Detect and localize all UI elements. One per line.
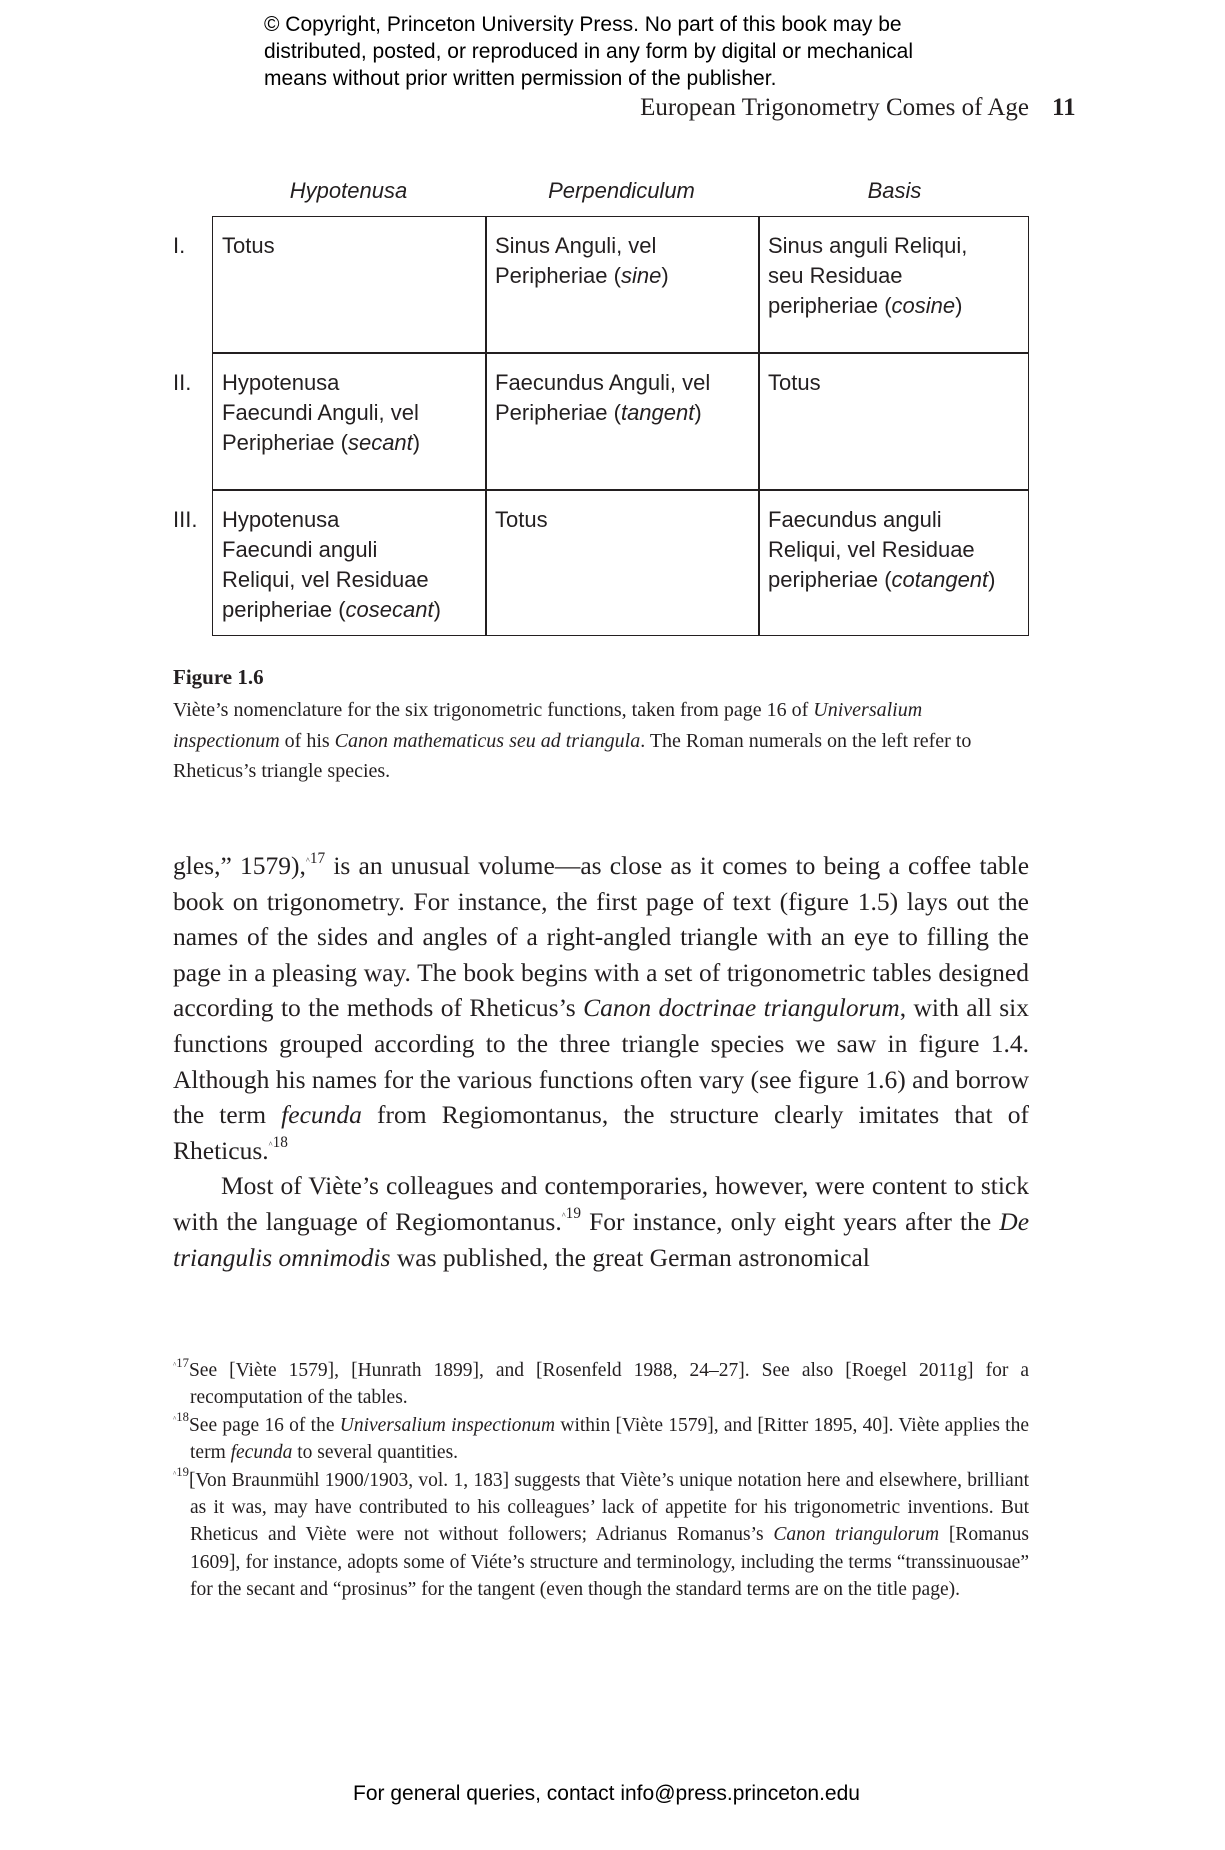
text-run: See page 16 of the — [188, 1414, 340, 1436]
text-run: gles,” 1579), — [173, 851, 306, 880]
text-run: Hypotenusa — [222, 370, 340, 395]
text-run: ) — [433, 597, 441, 622]
text-run: within [Viète 1579], and [Ritter 1895, 40]. Viète applies the term — [190, 1414, 1029, 1464]
text-run: ) — [955, 293, 963, 318]
table-divider — [213, 352, 1028, 354]
row-numeral: I. — [173, 233, 186, 258]
copyright-notice — [264, 11, 913, 92]
table-divider — [758, 217, 760, 635]
italic-text: cosecant — [345, 597, 434, 622]
text-run: Faecundi anguli — [222, 537, 378, 562]
text-run: . The Roman numerals on the left refer to Rheticus’s triangle species. — [173, 729, 972, 782]
italic-text: De triangulis omnimodis — [173, 1206, 1030, 1272]
text-run: [Von Braunmühl 1900/1903, vol. 1, 183] suggests that Viète’s unique notation here and elsewhere, brilliant as it was, may have contributed to his colleagues’ lack of appetite for his trigonometric inventions. But Rheticus and Viète were not without followers; Adrianus Romanus’s — [188, 1469, 1029, 1546]
footnote-marker: ^19 — [173, 1465, 189, 1480]
text-run: Faecundus anguli — [768, 507, 942, 532]
running-head: European Trigonometry Comes of Age — [640, 94, 1029, 121]
text-run: Peripheriae ( — [495, 263, 621, 288]
figure-caption — [173, 695, 1003, 787]
footnote-marker: ^17 — [305, 849, 326, 867]
text-run: Peripheriae ( — [222, 430, 348, 455]
text-run: , with all six functions grouped according to the three triangle species we saw in figure 1.4. Although his names for the various functions often vary (see figure 1.6) and borrow the term — [173, 993, 1029, 1130]
table-cell — [768, 505, 1028, 595]
text-run: from Regiomontanus, the structure clearly imitates that of Rheticus. — [173, 1100, 1029, 1165]
table-cell — [222, 505, 482, 625]
table-cell — [495, 368, 755, 428]
text-run: to several quantities. — [292, 1442, 459, 1464]
table-divider — [213, 489, 1028, 491]
italic-text: tangent — [620, 400, 695, 425]
text-run: ) — [661, 263, 669, 288]
paragraph — [173, 848, 1029, 1168]
text-run: Most of Viète’s colleagues and contemporaries, however, were content to stick with the language of Regiomontanus. — [173, 1171, 1029, 1236]
figure-title: Figure 1.6 — [173, 665, 264, 689]
italic-text: Canon doctrinae triangulorum — [583, 993, 900, 1023]
table-cell — [768, 231, 1028, 321]
footnote — [173, 1357, 1029, 1412]
text-run: Totus — [768, 370, 821, 395]
italic-text: fecunda — [281, 1100, 362, 1130]
italic-text: Universalium inspectionum — [339, 1414, 556, 1436]
footer-contact: For general queries, contact info@press.princeton.edu — [353, 1782, 860, 1805]
text-run: Hypotenusa — [222, 507, 340, 532]
text-run: peripheriae ( — [222, 597, 346, 622]
table-cell — [768, 368, 1028, 398]
text-run: ) — [412, 430, 421, 455]
table-cell — [222, 231, 482, 261]
text-run: peripheriae ( — [768, 567, 892, 592]
italic-text: Canon mathematicus seu ad triangula — [334, 729, 641, 752]
column-header-perpendiculum: Perpendiculum — [548, 178, 695, 203]
column-header-basis: Basis — [867, 178, 922, 203]
footnote-marker: ^18 — [173, 1410, 189, 1425]
italic-text: Universalium inspectionum — [173, 699, 923, 752]
text-run: ) — [694, 400, 702, 425]
text-run: Sinus Anguli, vel — [495, 233, 657, 258]
footnote — [173, 1467, 1029, 1604]
text-run: Reliqui, vel Residuae — [768, 537, 975, 562]
text-run: For instance, only eight years after the — [580, 1206, 1000, 1236]
text-run: is an unusual volume—as close as it comes to being a coffee table book on trigonometry. For instance, the first page of text (figure 1.5) lays out the names of the sides and angles of a right-angled triangle with an eye to filling the page in a pleasing way. The book begins with a set of trigonometric tables designed according to the methods of Rheticus’s — [173, 851, 1030, 1023]
copyright-line: means without prior written permission of the publisher. — [264, 67, 777, 90]
footnote-marker: ^19 — [561, 1205, 581, 1223]
text-run: Peripheriae ( — [495, 400, 621, 425]
footnote-marker: ^18 — [268, 1134, 288, 1152]
column-header-hypotenusa: Hypotenusa — [289, 178, 408, 203]
text-run: ) — [988, 567, 996, 592]
page-number: 11 — [1052, 94, 1076, 121]
copyright-line: © Copyright, Princeton University Press. No part of this book may be — [264, 13, 902, 36]
text-run: seu Residuae — [768, 263, 903, 288]
table-divider — [485, 217, 487, 635]
text-run: Sinus anguli Reliqui, — [768, 233, 968, 258]
italic-text: Canon triangulorum — [773, 1524, 940, 1546]
text-run: of his — [279, 729, 335, 752]
text-run: Totus — [495, 507, 548, 532]
row-numeral: III. — [173, 507, 198, 532]
footnote-marker: ^17 — [173, 1355, 189, 1370]
text-run: Totus — [222, 233, 275, 258]
text-run: [Romanus 1609], for instance, adopts some of Viéte’s structure and terminology, including the terms “transsinuousae” for the secant and “prosinus” for the tangent (even though the standard terms are on the title page). — [190, 1524, 1029, 1601]
table-cell — [222, 368, 482, 458]
text-run: Viète’s nomenclature for the six trigonometric functions, taken from page 16 of — [173, 699, 814, 721]
footnote — [173, 1412, 1029, 1467]
row-numeral: II. — [173, 370, 192, 395]
italic-text: fecunda — [230, 1442, 293, 1464]
italic-text: cosine — [891, 293, 956, 318]
italic-text: cotangent — [891, 567, 989, 592]
italic-text: sine — [620, 263, 662, 288]
footnotes — [173, 1357, 1029, 1604]
table-cell — [495, 505, 755, 535]
text-run: was published, the great German astronomical — [390, 1242, 870, 1272]
text-run: Faecundi Anguli, vel — [222, 400, 419, 425]
table-cell — [495, 231, 755, 291]
paragraph — [173, 1168, 1029, 1275]
text-run: Faecundus Anguli, vel — [495, 370, 711, 395]
copyright-line: distributed, posted, or reproduced in any form by digital or mechanical — [264, 40, 914, 63]
text-run: peripheriae ( — [768, 293, 892, 318]
text-run: See [Viète 1579], [Hunrath 1899], and [Rosenfeld 1988, 24–27]. See also [Roegel 2011g] for a recomputation of the tables. — [188, 1360, 1029, 1409]
text-run: Reliqui, vel Residuae — [222, 567, 429, 592]
italic-text: secant — [347, 430, 413, 455]
body-text — [173, 848, 1029, 1275]
